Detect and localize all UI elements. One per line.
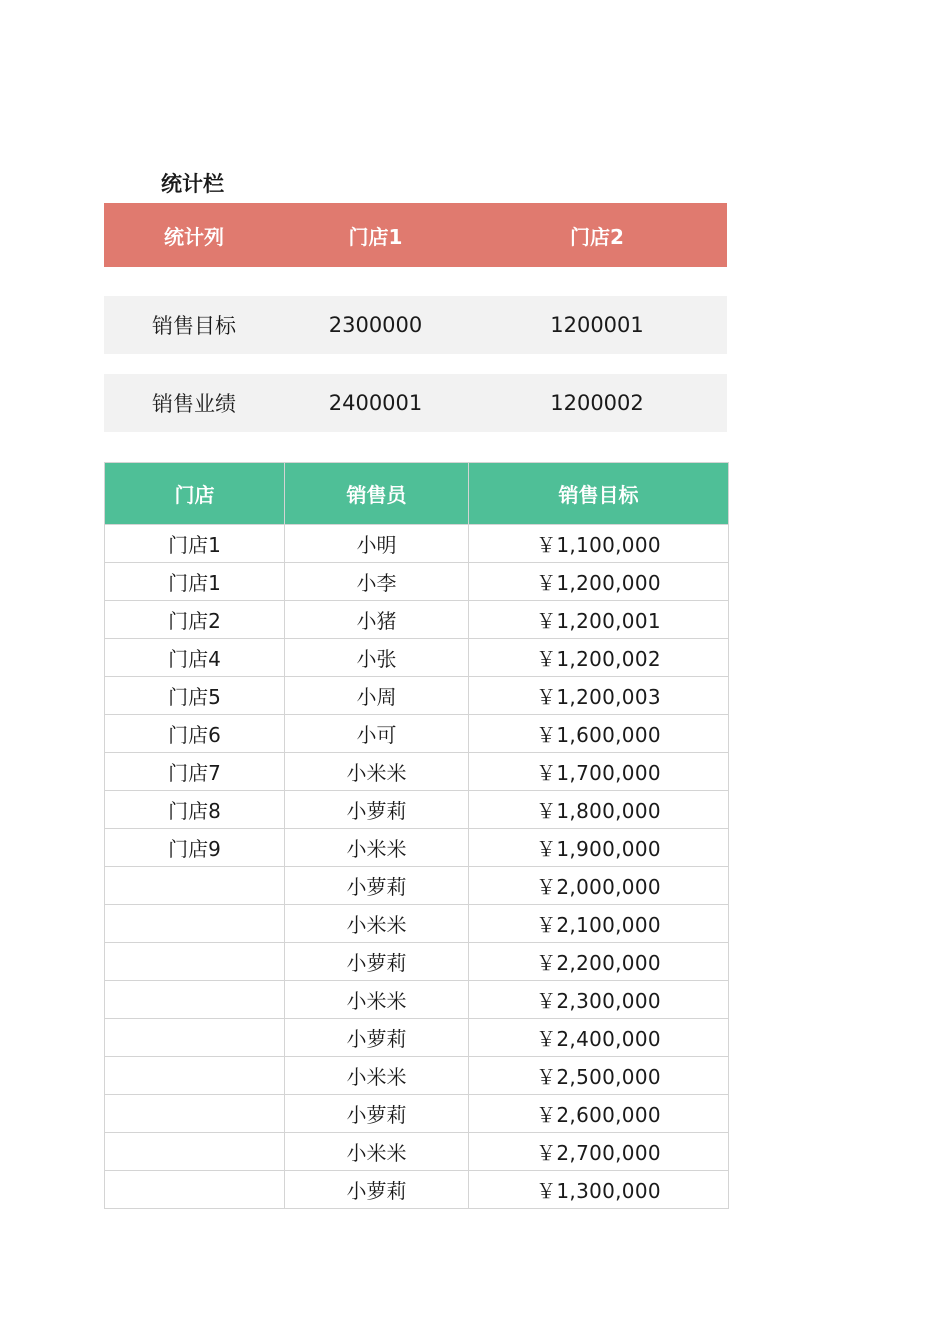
table-row [105, 1171, 729, 1209]
cell-seller[interactable]: 小猪 [285, 601, 469, 639]
table-header-row [105, 463, 729, 525]
cell-target[interactable]: ￥1,200,001 [469, 601, 729, 639]
table-row [105, 905, 729, 943]
cell-seller[interactable]: 小萝莉 [285, 1019, 469, 1057]
table-row [105, 943, 729, 981]
cell-target[interactable]: ￥1,600,000 [469, 715, 729, 753]
stats-panel [104, 203, 727, 432]
column-header-store[interactable]: 门店 [105, 463, 285, 525]
table-row [105, 791, 729, 829]
stats-cell-store1[interactable]: 2400001 [328, 391, 423, 415]
table-row [105, 677, 729, 715]
sales-table [104, 462, 729, 1209]
cell-seller[interactable]: 小可 [285, 715, 469, 753]
cell-target[interactable]: ￥2,300,000 [469, 981, 729, 1019]
table-row [105, 1019, 729, 1057]
stats-row-target [104, 296, 727, 354]
cell-target[interactable]: ￥2,400,000 [469, 1019, 729, 1057]
table-row [105, 867, 729, 905]
cell-target[interactable]: ￥1,700,000 [469, 753, 729, 791]
stats-row-performance [104, 374, 727, 432]
cell-target[interactable]: ￥2,500,000 [469, 1057, 729, 1095]
cell-seller[interactable]: 小米米 [285, 905, 469, 943]
cell-seller[interactable]: 小米米 [285, 753, 469, 791]
cell-target[interactable]: ￥2,200,000 [469, 943, 729, 981]
stats-header-label: 统计列 [164, 224, 224, 249]
cell-seller[interactable]: 小米米 [285, 1057, 469, 1095]
table-row [105, 525, 729, 563]
cell-store[interactable]: 门店7 [105, 753, 285, 791]
cell-store[interactable]: 门店2 [105, 601, 285, 639]
table-row [105, 1133, 729, 1171]
cell-store[interactable] [105, 1019, 285, 1057]
stats-cell-store2[interactable]: 1200001 [550, 313, 644, 337]
stats-header-store1: 门店1 [348, 224, 403, 249]
cell-target[interactable]: ￥1,800,000 [469, 791, 729, 829]
cell-seller[interactable]: 小萝莉 [285, 867, 469, 905]
cell-target[interactable]: ￥1,100,000 [469, 525, 729, 563]
stats-cell-store2[interactable]: 1200002 [550, 391, 644, 415]
cell-target[interactable]: ￥2,000,000 [469, 867, 729, 905]
stats-header-row [104, 203, 727, 267]
stats-row-label: 销售目标 [152, 314, 236, 338]
table-row [105, 829, 729, 867]
cell-target[interactable]: ￥1,200,003 [469, 677, 729, 715]
cell-store[interactable] [105, 1133, 285, 1171]
cell-store[interactable]: 门店8 [105, 791, 285, 829]
cell-seller[interactable]: 小张 [285, 639, 469, 677]
cell-store[interactable]: 门店1 [105, 563, 285, 601]
cell-target[interactable]: ￥1,900,000 [469, 829, 729, 867]
table-row [105, 639, 729, 677]
cell-seller[interactable]: 小明 [285, 525, 469, 563]
table-body [105, 525, 729, 1209]
column-header-target[interactable]: 销售目标 [469, 463, 729, 525]
cell-store[interactable] [105, 905, 285, 943]
cell-store[interactable]: 门店4 [105, 639, 285, 677]
cell-target[interactable]: ￥2,700,000 [469, 1133, 729, 1171]
cell-seller[interactable]: 小李 [285, 563, 469, 601]
cell-seller[interactable]: 小萝莉 [285, 1095, 469, 1133]
cell-store[interactable] [105, 943, 285, 981]
cell-store[interactable]: 门店9 [105, 829, 285, 867]
cell-seller[interactable]: 小周 [285, 677, 469, 715]
table-row [105, 715, 729, 753]
cell-seller[interactable]: 小米米 [285, 1133, 469, 1171]
table-row [105, 753, 729, 791]
cell-store[interactable]: 门店1 [105, 525, 285, 563]
cell-seller[interactable]: 小萝莉 [285, 943, 469, 981]
table-row [105, 981, 729, 1019]
cell-seller[interactable]: 小萝莉 [285, 791, 469, 829]
table-row [105, 1095, 729, 1133]
stats-header-store2: 门店2 [570, 224, 624, 249]
cell-store[interactable] [105, 1095, 285, 1133]
cell-store[interactable]: 门店6 [105, 715, 285, 753]
cell-target[interactable]: ￥1,300,000 [469, 1171, 729, 1209]
cell-target[interactable]: ￥1,200,002 [469, 639, 729, 677]
cell-store[interactable]: 门店5 [105, 677, 285, 715]
table-row [105, 563, 729, 601]
cell-store[interactable] [105, 981, 285, 1019]
cell-seller[interactable]: 小米米 [285, 829, 469, 867]
table-row [105, 1057, 729, 1095]
cell-target[interactable]: ￥1,200,000 [469, 563, 729, 601]
column-header-seller[interactable]: 销售员 [285, 463, 469, 525]
section-title: 统计栏 [161, 172, 224, 196]
cell-seller[interactable]: 小萝莉 [285, 1171, 469, 1209]
table-row [105, 601, 729, 639]
cell-store[interactable] [105, 867, 285, 905]
stats-row-label: 销售业绩 [152, 392, 236, 416]
cell-store[interactable] [105, 1171, 285, 1209]
cell-target[interactable]: ￥2,100,000 [469, 905, 729, 943]
cell-store[interactable] [105, 1057, 285, 1095]
cell-seller[interactable]: 小米米 [285, 981, 469, 1019]
stats-cell-store1[interactable]: 2300000 [328, 313, 423, 337]
cell-target[interactable]: ￥2,600,000 [469, 1095, 729, 1133]
